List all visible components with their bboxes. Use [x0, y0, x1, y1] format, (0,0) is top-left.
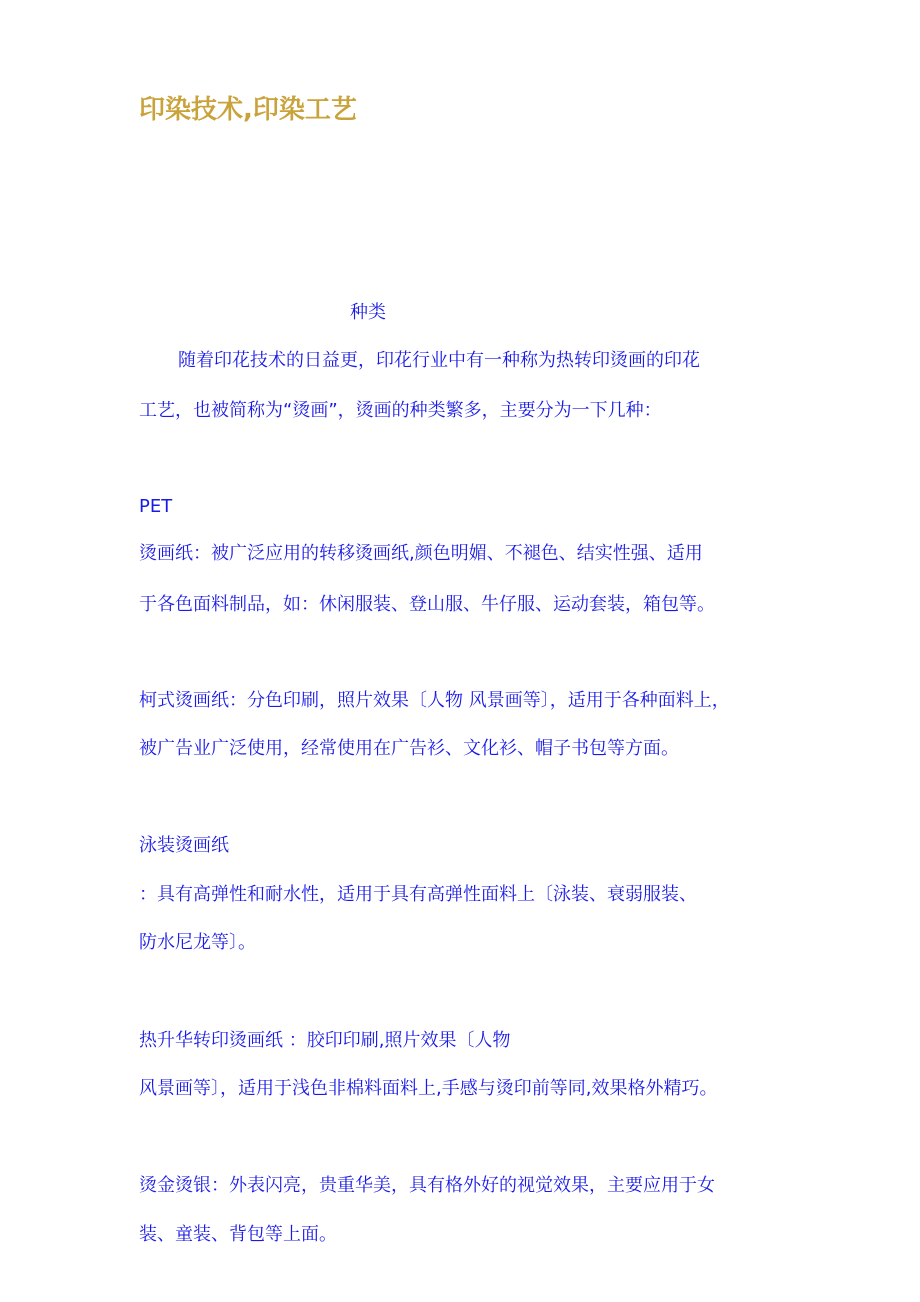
- pet-paragraph-line-1: 烫画纸：被广泛应用的转移烫画纸,颜色明媚、不褪色、结实性强、适用: [139, 543, 703, 564]
- section-heading: 种类: [350, 302, 386, 323]
- sublimation-paragraph-line-1: 热升华转印烫画纸 ：胶印印刷,照片效果〔人物: [139, 1030, 511, 1051]
- intro-paragraph-line-2: 工艺，也被简称为“烫画”，烫画的种类繁多，主要分为一下几种：: [139, 400, 662, 421]
- pet-paragraph-line-2: 于各色面料制品，如：休闲服装、登山服、牛仔服、运动套装，箱包等。: [139, 594, 715, 615]
- kes-paragraph-line-1: 柯式烫画纸：分色印刷，照片效果〔人物 风景画等〕，适用于各种面料上，: [139, 690, 730, 711]
- swim-paragraph-line-2: 防水尼龙等〕。: [139, 932, 256, 953]
- gold-silver-paragraph-line-2: 装、童装、背包等上面。: [139, 1224, 337, 1245]
- gold-silver-paragraph-line-1: 烫金烫银：外表闪亮，贵重华美，具有格外好的视觉效果，主要应用于女: [139, 1175, 715, 1196]
- sublimation-paragraph-line-2: 风景画等〕，适用于浅色非棉料面料上,手感与烫印前等同,效果格外精巧。: [139, 1078, 718, 1099]
- pet-label: PET: [139, 496, 173, 517]
- document-title: 印染技术,印染工艺: [139, 95, 357, 125]
- swim-paragraph-line-1: ：具有高弹性和耐水性，适用于具有高弹性面料上〔泳装、衰弱服装、: [139, 884, 697, 905]
- kes-paragraph-line-2: 被广告业广泛使用，经常使用在广告衫、文化衫、帽子书包等方面。: [139, 738, 679, 759]
- intro-paragraph-line-1: 随着印花技术的日益更，印花行业中有一种称为热转印烫画的印花: [178, 350, 700, 371]
- swim-title: 泳装烫画纸: [139, 835, 229, 856]
